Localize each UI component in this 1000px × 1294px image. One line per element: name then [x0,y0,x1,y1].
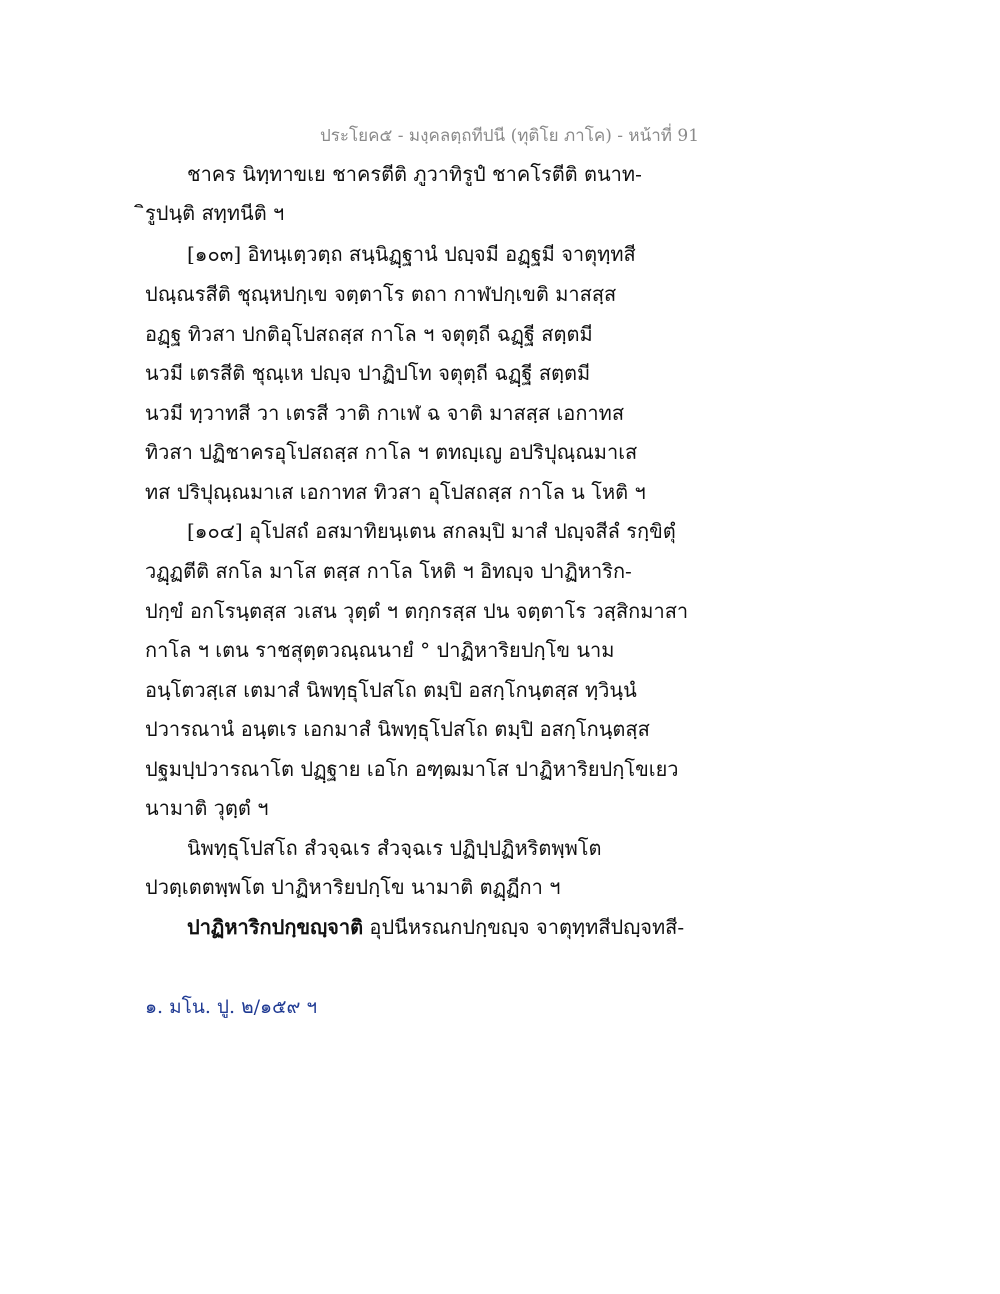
text-line: ิรูปนฺติ สทฺทนีติ ฯ [145,201,285,225]
bold-term: ปาฏิหาริกปกฺขญฺจาติ [187,915,364,939]
text-line: ปวารณานํ อนฺตเร เอกมาสํ นิพทฺธุโปสโถ ตมฺปิ อสกฺโกนฺตสฺส [145,717,650,741]
text-line: ปกฺขํ อกโรนฺตสฺส วเสน วุตฺตํ ฯ ตกฺกรสฺส ปน จตฺตาโร วสฺสิกมาสา [145,599,689,623]
text-line-last [187,913,684,941]
text-line: กาโล ฯ เตน ราชสุตฺตวณฺณนายํ ° ปาฏิหาริยปกฺโข นาม [145,638,615,662]
text-line: ปฐมปฺปวารณาโต ปฏฺฐาย เอโก อฑฺฒมาโส ปาฏิหาริยปกฺโขเยว [145,757,679,781]
text-line: นวมี ทฺวาทสี วา เตรสี วาติ กาเฬ ฉ จาติ มาสสฺส เอกาทส [145,401,625,425]
text-line: วฏฺฏตีติ สกโล มาโส ตสฺส กาโล โหติ ฯ อิทญฺจ ปาฏิหาริก- [145,559,632,583]
text-line: ทิวสา ปฏิชาครอุโปสถสฺส กาโล ฯ ตทญฺเญ อปริปุณฺณมาเส [145,440,638,464]
text-line: ปณฺณรสีติ ชุณฺหปกฺเข จตฺตาโร ตถา กาฬปกฺเขติ มาสสฺส [145,282,617,306]
text-line: นิพทฺธุโปสโถ สํวจฺฉเร สํวจฺฉเร ปฏิปฺปฏิหริตพฺพโต [187,836,602,860]
text-line: ปวตฺเตตพฺพโต ปาฏิหาริยปกฺโข นามาติ ตฏฺฏีกา ฯ [145,875,561,899]
text-continuation: อุปนีหรณกปกฺขญฺจ จาตุทฺทสีปญฺจทสี- [363,915,685,939]
page-header: ประโยค๕ - มงฺคลตฺถทีปนี (ทุติโย ภาโค) - หน้าที่ 91 [320,126,700,146]
text-line: นามาติ วุตฺตํ ฯ [145,796,269,820]
text-line: [๑๐๔] อุโปสถํ อสมาทิยนฺเตน สกลมฺปิ มาสํ ปญฺจสีลํ รกฺขิตุํ [187,519,676,543]
text-line: อนฺโตวสฺเส เตมาสํ นิพทฺธุโปสโถ ตมฺปิ อสกฺโกนฺตสฺส ทฺวินฺนํ [145,678,637,702]
footnote: ๑. มโน. ปู. ๒/๑๕๙ ฯ [145,996,318,1018]
text-line: [๑๐๓] อิทนฺเตฺวตฺถ สนฺนิฏฺฐานํ ปญฺจมี อฏฺฐมี จาตุทฺทสี [187,242,636,266]
text-line: ชาคร นิทฺทาขเย ชาครตีติ ภูวาทิรูปํ ชาคโรตีติ ตนาท- [187,162,642,186]
text-line: นวมี เตรสีติ ชุณฺเห ปญฺจ ปาฏิปโท จตุตฺถี ฉฏฺฐี สตฺตมี [145,361,591,385]
text-line: ทส ปริปุณฺณมาเส เอกาทส ทิวสา อุโปสถสฺส กาโล น โหติ ฯ [145,480,646,504]
text-line: อฏฺฐ ทิวสา ปกติอุโปสถสฺส กาโล ฯ จตุตฺถี ฉฏฺฐี สตฺตมี [145,322,593,346]
